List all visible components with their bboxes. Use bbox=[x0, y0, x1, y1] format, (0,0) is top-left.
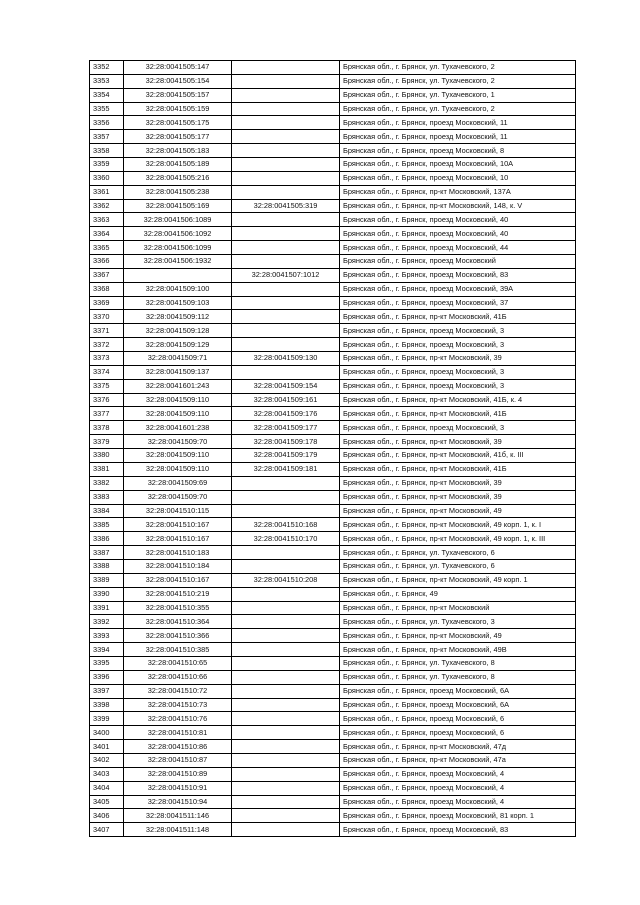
table-row bbox=[90, 449, 576, 463]
address-cell: Брянская обл., г. Брянск, проезд Московский, 3 bbox=[340, 421, 576, 435]
table-row bbox=[90, 476, 576, 490]
address-cell: Брянская обл., г. Брянск, пр-кт Московский, 49 bbox=[340, 629, 576, 643]
address-cell: Брянская обл., г. Брянск, проезд Московский, 8 bbox=[340, 144, 576, 158]
table-row bbox=[90, 88, 576, 102]
parent-cadastral-number-cell bbox=[232, 102, 340, 116]
row-number-cell: 3400 bbox=[90, 726, 124, 740]
parent-cadastral-number-cell bbox=[232, 241, 340, 255]
table-row bbox=[90, 282, 576, 296]
parent-cadastral-number-cell bbox=[232, 740, 340, 754]
table-row bbox=[90, 809, 576, 823]
row-number-cell: 3370 bbox=[90, 310, 124, 324]
table-row bbox=[90, 171, 576, 185]
row-number-cell: 3362 bbox=[90, 199, 124, 213]
parent-cadastral-number-cell bbox=[232, 753, 340, 767]
address-cell: Брянская обл., г. Брянск, проезд Московский, 37 bbox=[340, 296, 576, 310]
row-number-cell: 3369 bbox=[90, 296, 124, 310]
cadastral-number-cell: 32:28:0041601:243 bbox=[124, 379, 232, 393]
cadastral-number-cell: 32:28:0041510:94 bbox=[124, 795, 232, 809]
table-row bbox=[90, 559, 576, 573]
row-number-cell: 3394 bbox=[90, 643, 124, 657]
address-cell: Брянская обл., г. Брянск, проезд Московский, 6 bbox=[340, 712, 576, 726]
table-row bbox=[90, 185, 576, 199]
row-number-cell: 3386 bbox=[90, 532, 124, 546]
parent-cadastral-number-cell bbox=[232, 324, 340, 338]
parent-cadastral-number-cell bbox=[232, 144, 340, 158]
row-number-cell: 3379 bbox=[90, 435, 124, 449]
cadastral-number-cell: 32:28:0041510:167 bbox=[124, 518, 232, 532]
address-cell: Брянская обл., г. Брянск, проезд Московский, 3 bbox=[340, 324, 576, 338]
parent-cadastral-number-cell bbox=[232, 310, 340, 324]
parent-cadastral-number-cell bbox=[232, 559, 340, 573]
table-row bbox=[90, 615, 576, 629]
address-cell: Брянская обл., г. Брянск, пр-кт Московский, 41Б bbox=[340, 407, 576, 421]
parent-cadastral-number-cell: 32:28:0041510:168 bbox=[232, 518, 340, 532]
parent-cadastral-number-cell: 32:28:0041509:130 bbox=[232, 352, 340, 366]
address-cell: Брянская обл., г. Брянск, пр-кт Московский, 47д bbox=[340, 740, 576, 754]
address-cell: Брянская обл., г. Брянск, проезд Московский, 81 корп. 1 bbox=[340, 809, 576, 823]
table-row bbox=[90, 435, 576, 449]
parent-cadastral-number-cell: 32:28:0041509:179 bbox=[232, 449, 340, 463]
cadastral-number-cell: 32:28:0041509:69 bbox=[124, 476, 232, 490]
address-cell: Брянская обл., г. Брянск, проезд Московский, 6А bbox=[340, 698, 576, 712]
row-number-cell: 3364 bbox=[90, 227, 124, 241]
cadastral-number-cell: 32:28:0041505:238 bbox=[124, 185, 232, 199]
address-cell: Брянская обл., г. Брянск, проезд Московский, 39А bbox=[340, 282, 576, 296]
address-cell: Брянская обл., г. Брянск, проезд Московский, 83 bbox=[340, 823, 576, 837]
row-number-cell: 3385 bbox=[90, 518, 124, 532]
address-cell: Брянская обл., г. Брянск, проезд Московский, 11 bbox=[340, 116, 576, 130]
cadastral-number-cell: 32:28:0041509:100 bbox=[124, 282, 232, 296]
parent-cadastral-number-cell bbox=[232, 795, 340, 809]
table-row bbox=[90, 643, 576, 657]
parent-cadastral-number-cell bbox=[232, 601, 340, 615]
address-cell: Брянская обл., г. Брянск, проезд Московский, 11 bbox=[340, 130, 576, 144]
cadastral-number-cell: 32:28:0041510:364 bbox=[124, 615, 232, 629]
table-row bbox=[90, 352, 576, 366]
parent-cadastral-number-cell bbox=[232, 227, 340, 241]
cadastral-number-cell: 32:28:0041510:167 bbox=[124, 573, 232, 587]
cadastral-number-cell: 32:28:0041510:86 bbox=[124, 740, 232, 754]
parent-cadastral-number-cell bbox=[232, 171, 340, 185]
parent-cadastral-number-cell bbox=[232, 213, 340, 227]
table-row bbox=[90, 726, 576, 740]
cadastral-number-cell: 32:28:0041510:65 bbox=[124, 656, 232, 670]
address-cell: Брянская обл., г. Брянск, проезд Московский, 44 bbox=[340, 241, 576, 255]
address-cell: Брянская обл., г. Брянск, пр-кт Московский, 41Б bbox=[340, 462, 576, 476]
cadastral-number-cell: 32:28:0041505:154 bbox=[124, 74, 232, 88]
table-row bbox=[90, 490, 576, 504]
address-cell: Брянская обл., г. Брянск, ул. Тухачевского, 2 bbox=[340, 74, 576, 88]
cadastral-number-cell: 32:28:0041510:219 bbox=[124, 587, 232, 601]
row-number-cell: 3380 bbox=[90, 449, 124, 463]
address-cell: Брянская обл., г. Брянск, проезд Московский, 10А bbox=[340, 158, 576, 172]
table-row bbox=[90, 504, 576, 518]
table-row bbox=[90, 546, 576, 560]
table-row bbox=[90, 532, 576, 546]
row-number-cell: 3361 bbox=[90, 185, 124, 199]
cadastral-number-cell: 32:28:0041510:87 bbox=[124, 753, 232, 767]
address-cell: Брянская обл., г. Брянск, пр-кт Московский, 137А bbox=[340, 185, 576, 199]
cadastral-number-cell: 32:28:0041509:128 bbox=[124, 324, 232, 338]
cadastral-number-cell: 32:28:0041509:70 bbox=[124, 490, 232, 504]
row-number-cell: 3381 bbox=[90, 462, 124, 476]
address-cell: Брянская обл., г. Брянск, проезд Московский, 40 bbox=[340, 213, 576, 227]
row-number-cell: 3393 bbox=[90, 629, 124, 643]
cadastral-number-cell: 32:28:0041505:216 bbox=[124, 171, 232, 185]
table-row bbox=[90, 227, 576, 241]
row-number-cell: 3405 bbox=[90, 795, 124, 809]
address-cell: Брянская обл., г. Брянск, проезд Московский bbox=[340, 255, 576, 269]
row-number-cell: 3403 bbox=[90, 767, 124, 781]
parent-cadastral-number-cell bbox=[232, 615, 340, 629]
table-row bbox=[90, 629, 576, 643]
address-cell: Брянская обл., г. Брянск, пр-кт Московский, 39 bbox=[340, 352, 576, 366]
table-row bbox=[90, 753, 576, 767]
parent-cadastral-number-cell bbox=[232, 698, 340, 712]
row-number-cell: 3372 bbox=[90, 338, 124, 352]
row-number-cell: 3356 bbox=[90, 116, 124, 130]
table-row bbox=[90, 296, 576, 310]
cadastral-number-cell: 32:28:0041505:147 bbox=[124, 61, 232, 75]
address-cell: Брянская обл., г. Брянск, проезд Московский, 6 bbox=[340, 726, 576, 740]
table-row bbox=[90, 587, 576, 601]
table-row bbox=[90, 670, 576, 684]
cadastral-number-cell: 32:28:0041509:110 bbox=[124, 449, 232, 463]
cadastral-number-cell: 32:28:0041509:129 bbox=[124, 338, 232, 352]
parent-cadastral-number-cell bbox=[232, 185, 340, 199]
address-cell: Брянская обл., г. Брянск, ул. Тухачевского, 6 bbox=[340, 546, 576, 560]
table-body bbox=[90, 61, 576, 837]
row-number-cell: 3365 bbox=[90, 241, 124, 255]
address-cell: Брянская обл., г. Брянск, проезд Московский, 4 bbox=[340, 795, 576, 809]
parent-cadastral-number-cell: 32:28:0041510:208 bbox=[232, 573, 340, 587]
address-cell: Брянская обл., г. Брянск, проезд Московский, 40 bbox=[340, 227, 576, 241]
cadastral-number-cell: 32:28:0041505:157 bbox=[124, 88, 232, 102]
parent-cadastral-number-cell bbox=[232, 767, 340, 781]
parent-cadastral-number-cell: 32:28:0041505:319 bbox=[232, 199, 340, 213]
parent-cadastral-number-cell bbox=[232, 712, 340, 726]
parent-cadastral-number-cell: 32:28:0041509:178 bbox=[232, 435, 340, 449]
cadastral-number-cell: 32:28:0041509:110 bbox=[124, 407, 232, 421]
row-number-cell: 3392 bbox=[90, 615, 124, 629]
table-row bbox=[90, 740, 576, 754]
parent-cadastral-number-cell bbox=[232, 726, 340, 740]
address-cell: Брянская обл., г. Брянск, ул. Тухачевского, 1 bbox=[340, 88, 576, 102]
row-number-cell: 3390 bbox=[90, 587, 124, 601]
table-row bbox=[90, 338, 576, 352]
table-row bbox=[90, 462, 576, 476]
table-row bbox=[90, 379, 576, 393]
parent-cadastral-number-cell bbox=[232, 365, 340, 379]
cadastral-number-cell: 32:28:0041506:1932 bbox=[124, 255, 232, 269]
parent-cadastral-number-cell bbox=[232, 643, 340, 657]
address-cell: Брянская обл., г. Брянск, пр-кт Московский, 41б, к. III bbox=[340, 449, 576, 463]
address-cell: Брянская обл., г. Брянск, 49 bbox=[340, 587, 576, 601]
cadastral-number-cell: 32:28:0041505:183 bbox=[124, 144, 232, 158]
cadastral-number-cell: 32:28:0041510:76 bbox=[124, 712, 232, 726]
cadastral-number-cell bbox=[124, 268, 232, 282]
cadastral-number-cell: 32:28:0041509:112 bbox=[124, 310, 232, 324]
address-cell: Брянская обл., г. Брянск, проезд Московский, 4 bbox=[340, 767, 576, 781]
cadastral-number-cell: 32:28:0041510:89 bbox=[124, 767, 232, 781]
parent-cadastral-number-cell bbox=[232, 282, 340, 296]
cadastral-number-cell: 32:28:0041510:183 bbox=[124, 546, 232, 560]
row-number-cell: 3376 bbox=[90, 393, 124, 407]
cadastral-number-cell: 32:28:0041509:110 bbox=[124, 393, 232, 407]
cadastral-number-cell: 32:28:0041506:1099 bbox=[124, 241, 232, 255]
row-number-cell: 3374 bbox=[90, 365, 124, 379]
row-number-cell: 3388 bbox=[90, 559, 124, 573]
parent-cadastral-number-cell bbox=[232, 587, 340, 601]
parent-cadastral-number-cell bbox=[232, 255, 340, 269]
cadastral-table bbox=[89, 60, 576, 837]
cadastral-number-cell: 32:28:0041505:177 bbox=[124, 130, 232, 144]
parent-cadastral-number-cell bbox=[232, 130, 340, 144]
address-cell: Брянская обл., г. Брянск, пр-кт Московский, 49 bbox=[340, 504, 576, 518]
table-row bbox=[90, 684, 576, 698]
cadastral-number-cell: 32:28:0041510:91 bbox=[124, 781, 232, 795]
parent-cadastral-number-cell: 32:28:0041507:1012 bbox=[232, 268, 340, 282]
table-row bbox=[90, 74, 576, 88]
row-number-cell: 3355 bbox=[90, 102, 124, 116]
cadastral-number-cell: 32:28:0041505:175 bbox=[124, 116, 232, 130]
table-row bbox=[90, 365, 576, 379]
cadastral-number-cell: 32:28:0041505:169 bbox=[124, 199, 232, 213]
parent-cadastral-number-cell bbox=[232, 656, 340, 670]
row-number-cell: 3354 bbox=[90, 88, 124, 102]
parent-cadastral-number-cell: 32:28:0041509:154 bbox=[232, 379, 340, 393]
parent-cadastral-number-cell bbox=[232, 158, 340, 172]
table-row bbox=[90, 213, 576, 227]
row-number-cell: 3387 bbox=[90, 546, 124, 560]
row-number-cell: 3360 bbox=[90, 171, 124, 185]
parent-cadastral-number-cell bbox=[232, 670, 340, 684]
parent-cadastral-number-cell bbox=[232, 809, 340, 823]
cadastral-number-cell: 32:28:0041511:146 bbox=[124, 809, 232, 823]
cadastral-number-cell: 32:28:0041509:71 bbox=[124, 352, 232, 366]
row-number-cell: 3373 bbox=[90, 352, 124, 366]
row-number-cell: 3368 bbox=[90, 282, 124, 296]
address-cell: Брянская обл., г. Брянск, пр-кт Московский, 148, к. V bbox=[340, 199, 576, 213]
cadastral-number-cell: 32:28:0041511:148 bbox=[124, 823, 232, 837]
row-number-cell: 3397 bbox=[90, 684, 124, 698]
row-number-cell: 3358 bbox=[90, 144, 124, 158]
cadastral-number-cell: 32:28:0041510:81 bbox=[124, 726, 232, 740]
row-number-cell: 3384 bbox=[90, 504, 124, 518]
row-number-cell: 3389 bbox=[90, 573, 124, 587]
table-row bbox=[90, 144, 576, 158]
table-row bbox=[90, 116, 576, 130]
table-row bbox=[90, 407, 576, 421]
address-cell: Брянская обл., г. Брянск, пр-кт Московский, 41Б, к. 4 bbox=[340, 393, 576, 407]
parent-cadastral-number-cell bbox=[232, 88, 340, 102]
row-number-cell: 3378 bbox=[90, 421, 124, 435]
cadastral-number-cell: 32:28:0041510:72 bbox=[124, 684, 232, 698]
address-cell: Брянская обл., г. Брянск, пр-кт Московский, 49 корп. 1, к. I bbox=[340, 518, 576, 532]
cadastral-number-cell: 32:28:0041510:66 bbox=[124, 670, 232, 684]
row-number-cell: 3375 bbox=[90, 379, 124, 393]
table-row bbox=[90, 698, 576, 712]
table-row bbox=[90, 795, 576, 809]
row-number-cell: 3371 bbox=[90, 324, 124, 338]
table-row bbox=[90, 767, 576, 781]
cadastral-number-cell: 32:28:0041509:137 bbox=[124, 365, 232, 379]
cadastral-number-cell: 32:28:0041505:159 bbox=[124, 102, 232, 116]
parent-cadastral-number-cell bbox=[232, 781, 340, 795]
cadastral-number-cell: 32:28:0041601:238 bbox=[124, 421, 232, 435]
row-number-cell: 3407 bbox=[90, 823, 124, 837]
parent-cadastral-number-cell bbox=[232, 504, 340, 518]
parent-cadastral-number-cell bbox=[232, 296, 340, 310]
table-row bbox=[90, 823, 576, 837]
parent-cadastral-number-cell: 32:28:0041509:176 bbox=[232, 407, 340, 421]
cadastral-number-cell: 32:28:0041505:189 bbox=[124, 158, 232, 172]
table-row bbox=[90, 781, 576, 795]
row-number-cell: 3395 bbox=[90, 656, 124, 670]
parent-cadastral-number-cell: 32:28:0041509:161 bbox=[232, 393, 340, 407]
row-number-cell: 3404 bbox=[90, 781, 124, 795]
row-number-cell: 3402 bbox=[90, 753, 124, 767]
parent-cadastral-number-cell bbox=[232, 823, 340, 837]
address-cell: Брянская обл., г. Брянск, пр-кт Московский bbox=[340, 601, 576, 615]
address-cell: Брянская обл., г. Брянск, проезд Московский, 4 bbox=[340, 781, 576, 795]
cadastral-number-cell: 32:28:0041506:1089 bbox=[124, 213, 232, 227]
cadastral-number-cell: 32:28:0041510:167 bbox=[124, 532, 232, 546]
address-cell: Брянская обл., г. Брянск, пр-кт Московский, 49 корп. 1 bbox=[340, 573, 576, 587]
address-cell: Брянская обл., г. Брянск, ул. Тухачевского, 6 bbox=[340, 559, 576, 573]
table-row bbox=[90, 324, 576, 338]
address-cell: Брянская обл., г. Брянск, проезд Московский, 10 bbox=[340, 171, 576, 185]
parent-cadastral-number-cell: 32:28:0041510:170 bbox=[232, 532, 340, 546]
address-cell: Брянская обл., г. Брянск, ул. Тухачевского, 2 bbox=[340, 102, 576, 116]
table-row bbox=[90, 573, 576, 587]
row-number-cell: 3367 bbox=[90, 268, 124, 282]
cadastral-number-cell: 32:28:0041509:103 bbox=[124, 296, 232, 310]
parent-cadastral-number-cell bbox=[232, 116, 340, 130]
table-row bbox=[90, 102, 576, 116]
row-number-cell: 3383 bbox=[90, 490, 124, 504]
cadastral-number-cell: 32:28:0041510:73 bbox=[124, 698, 232, 712]
address-cell: Брянская обл., г. Брянск, ул. Тухачевского, 8 bbox=[340, 670, 576, 684]
parent-cadastral-number-cell: 32:28:0041509:177 bbox=[232, 421, 340, 435]
address-cell: Брянская обл., г. Брянск, ул. Тухачевского, 3 bbox=[340, 615, 576, 629]
cadastral-number-cell: 32:28:0041506:1092 bbox=[124, 227, 232, 241]
row-number-cell: 3382 bbox=[90, 476, 124, 490]
table-row bbox=[90, 393, 576, 407]
cadastral-number-cell: 32:28:0041509:110 bbox=[124, 462, 232, 476]
parent-cadastral-number-cell bbox=[232, 74, 340, 88]
address-cell: Брянская обл., г. Брянск, ул. Тухачевского, 2 bbox=[340, 61, 576, 75]
row-number-cell: 3353 bbox=[90, 74, 124, 88]
table-row bbox=[90, 268, 576, 282]
table-row bbox=[90, 518, 576, 532]
table-row bbox=[90, 199, 576, 213]
row-number-cell: 3357 bbox=[90, 130, 124, 144]
address-cell: Брянская обл., г. Брянск, проезд Московский, 3 bbox=[340, 365, 576, 379]
table-row bbox=[90, 158, 576, 172]
address-cell: Брянская обл., г. Брянск, проезд Московский, 3 bbox=[340, 379, 576, 393]
table-row bbox=[90, 310, 576, 324]
parent-cadastral-number-cell: 32:28:0041509:181 bbox=[232, 462, 340, 476]
address-cell: Брянская обл., г. Брянск, проезд Московский, 83 bbox=[340, 268, 576, 282]
cadastral-number-cell: 32:28:0041509:70 bbox=[124, 435, 232, 449]
parent-cadastral-number-cell bbox=[232, 490, 340, 504]
address-cell: Брянская обл., г. Брянск, пр-кт Московский, 39 bbox=[340, 476, 576, 490]
parent-cadastral-number-cell bbox=[232, 684, 340, 698]
address-cell: Брянская обл., г. Брянск, пр-кт Московский, 49В bbox=[340, 643, 576, 657]
row-number-cell: 3359 bbox=[90, 158, 124, 172]
table-row bbox=[90, 241, 576, 255]
row-number-cell: 3352 bbox=[90, 61, 124, 75]
row-number-cell: 3398 bbox=[90, 698, 124, 712]
cadastral-number-cell: 32:28:0041510:385 bbox=[124, 643, 232, 657]
parent-cadastral-number-cell bbox=[232, 546, 340, 560]
row-number-cell: 3377 bbox=[90, 407, 124, 421]
cadastral-number-cell: 32:28:0041510:184 bbox=[124, 559, 232, 573]
cadastral-number-cell: 32:28:0041510:366 bbox=[124, 629, 232, 643]
row-number-cell: 3363 bbox=[90, 213, 124, 227]
parent-cadastral-number-cell bbox=[232, 338, 340, 352]
address-cell: Брянская обл., г. Брянск, проезд Московский, 6А bbox=[340, 684, 576, 698]
row-number-cell: 3406 bbox=[90, 809, 124, 823]
row-number-cell: 3396 bbox=[90, 670, 124, 684]
cadastral-number-cell: 32:28:0041510:355 bbox=[124, 601, 232, 615]
address-cell: Брянская обл., г. Брянск, проезд Московский, 3 bbox=[340, 338, 576, 352]
parent-cadastral-number-cell bbox=[232, 61, 340, 75]
row-number-cell: 3401 bbox=[90, 740, 124, 754]
cadastral-number-cell: 32:28:0041510:115 bbox=[124, 504, 232, 518]
address-cell: Брянская обл., г. Брянск, пр-кт Московский, 39 bbox=[340, 435, 576, 449]
address-cell: Брянская обл., г. Брянск, ул. Тухачевского, 8 bbox=[340, 656, 576, 670]
table-row bbox=[90, 130, 576, 144]
address-cell: Брянская обл., г. Брянск, пр-кт Московский, 41Б bbox=[340, 310, 576, 324]
row-number-cell: 3366 bbox=[90, 255, 124, 269]
address-cell: Брянская обл., г. Брянск, пр-кт Московский, 39 bbox=[340, 490, 576, 504]
address-cell: Брянская обл., г. Брянск, пр-кт Московский, 47а bbox=[340, 753, 576, 767]
table-row bbox=[90, 61, 576, 75]
address-cell: Брянская обл., г. Брянск, пр-кт Московский, 49 корп. 1, к. III bbox=[340, 532, 576, 546]
row-number-cell: 3391 bbox=[90, 601, 124, 615]
table-row bbox=[90, 255, 576, 269]
table-row bbox=[90, 421, 576, 435]
parent-cadastral-number-cell bbox=[232, 476, 340, 490]
table-row bbox=[90, 712, 576, 726]
row-number-cell: 3399 bbox=[90, 712, 124, 726]
table-row bbox=[90, 656, 576, 670]
table-row bbox=[90, 601, 576, 615]
parent-cadastral-number-cell bbox=[232, 629, 340, 643]
